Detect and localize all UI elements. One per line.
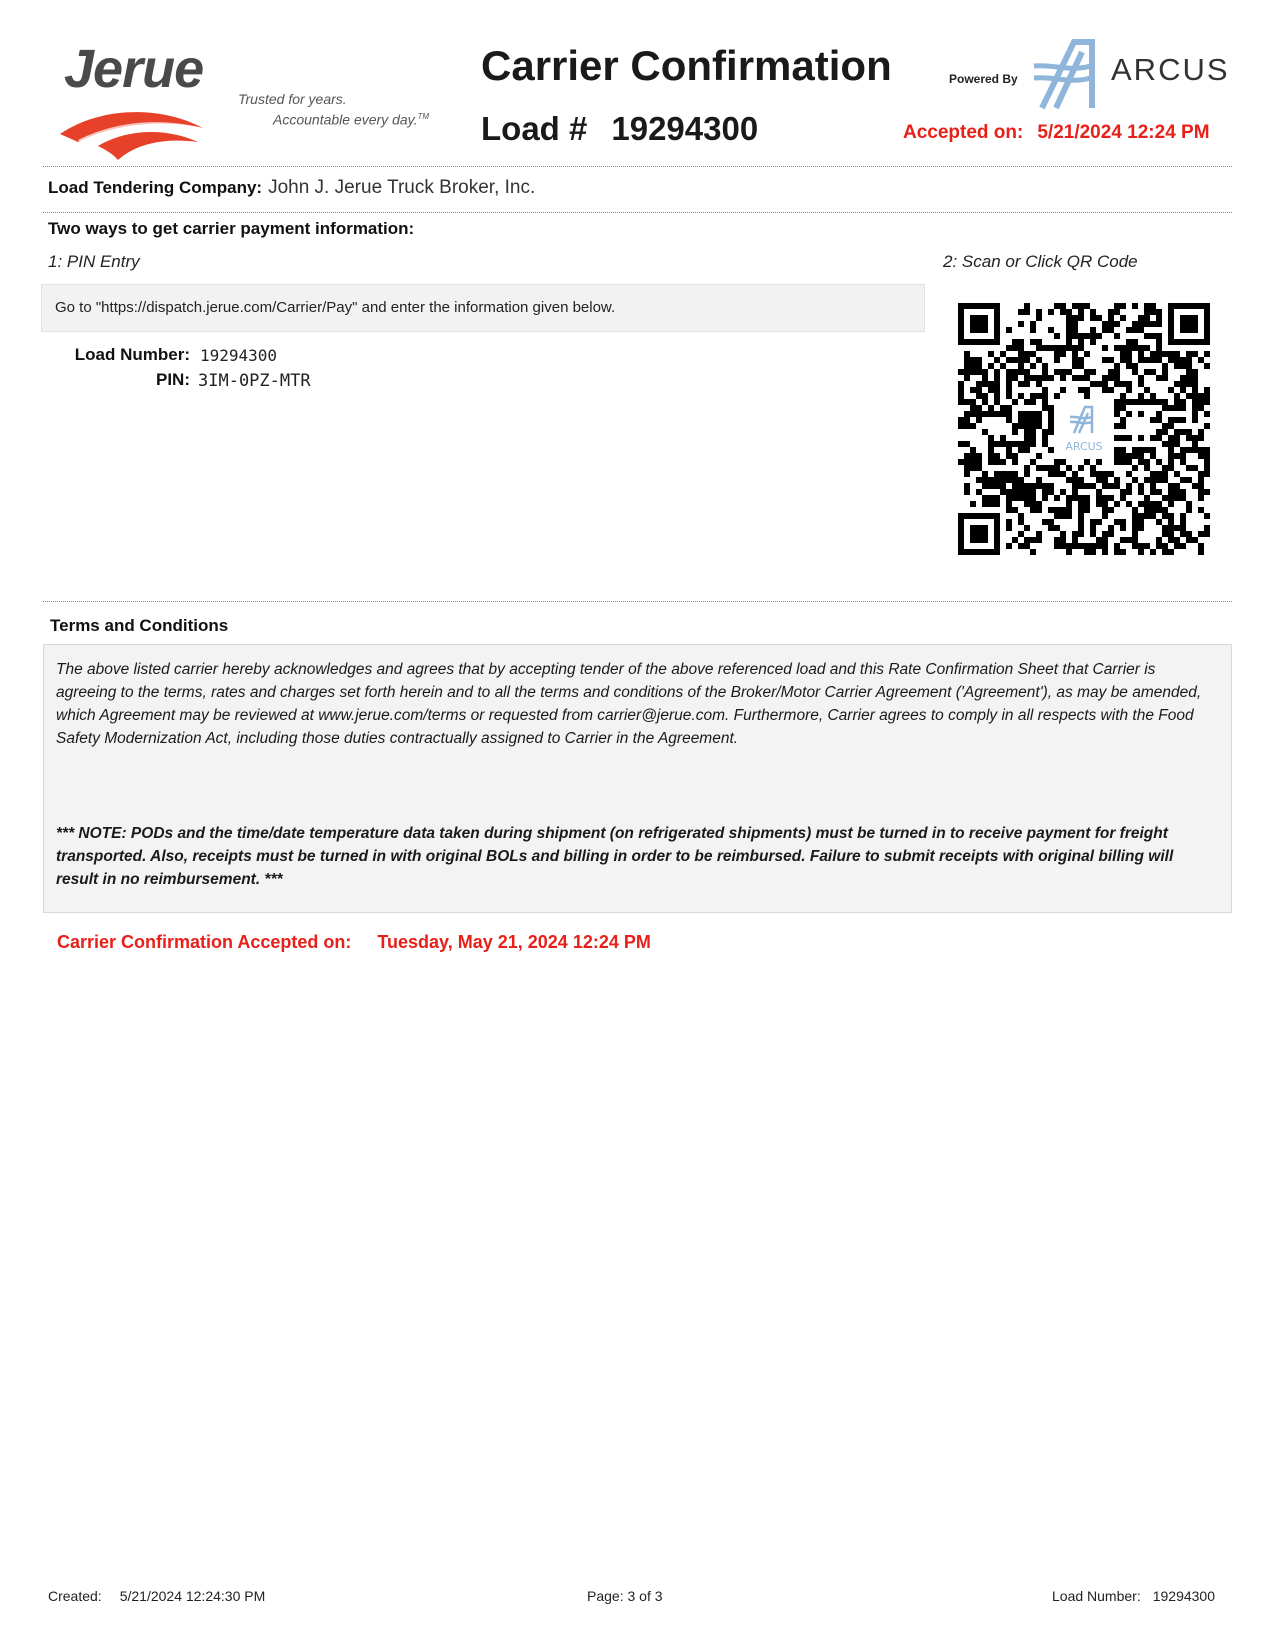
footer-load-number xyxy=(1052,1588,1215,1604)
payment-instruction: Go to "https://dispatch.jerue.com/Carrier/Pay" and enter the information given below. xyxy=(55,299,616,316)
trademark-mark: TM xyxy=(417,112,430,121)
accepted-on xyxy=(903,122,1210,144)
divider xyxy=(43,212,1232,213)
load-tendering-company xyxy=(48,177,535,199)
powered-by-label: Powered By xyxy=(949,72,1018,86)
option-qr-code: 2: Scan or Click QR Code xyxy=(943,252,1138,271)
arcus-logo-icon xyxy=(1032,38,1104,110)
qr-center-text: ARCUS xyxy=(1065,440,1103,453)
footer-load-label: Load Number: xyxy=(1052,1588,1141,1604)
divider xyxy=(43,166,1232,167)
jerue-logo xyxy=(58,38,238,148)
terms-body: The above listed carrier hereby acknowledges and agrees that by accepting tender of the above referenced load and this Rate Confirmation Sheet that Carrier is agreeing to the terms, rates and charges set forth herein and to all the terms and conditions of the Broker/Motor Carrier Agreement ('Agreement'), as may be amended, which Agreement may be reviewed at www.jerue.com/terms or requested from carrier@jerue.com. Furthermore, Carrier agrees to comply in all respects with the Food Safety Modernization Act, including those duties contractually assigned to Carrier in the Agreement. xyxy=(56,661,1202,747)
arcus-logo-text: ARCUS xyxy=(1111,52,1230,87)
payment-instruction-box xyxy=(41,284,925,332)
footer-created xyxy=(48,1588,265,1604)
terms-note: *** NOTE: PODs and the time/date temperature data taken during shipment (on refrigerated shipments) must be turned in to receive payment for freight transported. Also, receipts must be turned in with original BOLs and billing in order to be reimbursed. Failure to submit receipts with original billing will result in no reimbursement. *** xyxy=(56,825,1174,888)
load-number-value: 19294300 xyxy=(200,346,278,365)
page-title: Carrier Confirmation xyxy=(481,42,892,89)
footer-load-value: 19294300 xyxy=(1152,1588,1216,1604)
tagline xyxy=(238,90,438,129)
load-number-heading xyxy=(481,110,758,148)
created-value: 5/21/2024 12:24:30 PM xyxy=(119,1588,266,1604)
load-label: Load # xyxy=(481,110,588,147)
confirmation-label: Carrier Confirmation Accepted on: xyxy=(57,932,352,952)
tagline-line1: Trusted for years. xyxy=(238,91,347,107)
footer-page-number: Page: 3 of 3 xyxy=(587,1588,663,1604)
terms-box xyxy=(43,644,1232,913)
pin-value: 3IM-0PZ-MTR xyxy=(198,371,311,391)
terms-heading: Terms and Conditions xyxy=(50,616,229,635)
accepted-label: Accepted on: xyxy=(903,122,1024,143)
confirmation-value: Tuesday, May 21, 2024 12:24 PM xyxy=(377,932,651,952)
created-label: Created: xyxy=(48,1588,102,1604)
carrier-confirmation-accepted xyxy=(57,932,651,953)
tendering-label: Load Tendering Company: xyxy=(48,178,263,197)
option-pin-entry: 1: PIN Entry xyxy=(48,252,140,271)
divider xyxy=(43,601,1232,602)
tendering-value: John J. Jerue Truck Broker, Inc. xyxy=(268,177,536,198)
pin-label: PIN: xyxy=(156,370,190,389)
jerue-logo-text: Jerue xyxy=(64,39,204,99)
tagline-line2: Accountable every day. xyxy=(273,111,418,128)
payment-qr-code[interactable] xyxy=(958,303,1210,555)
load-number: 19294300 xyxy=(611,110,759,147)
accepted-value: 5/21/2024 12:24 PM xyxy=(1037,122,1210,143)
payment-heading: Two ways to get carrier payment information: xyxy=(48,219,415,238)
load-number-label: Load Number: xyxy=(74,345,190,364)
